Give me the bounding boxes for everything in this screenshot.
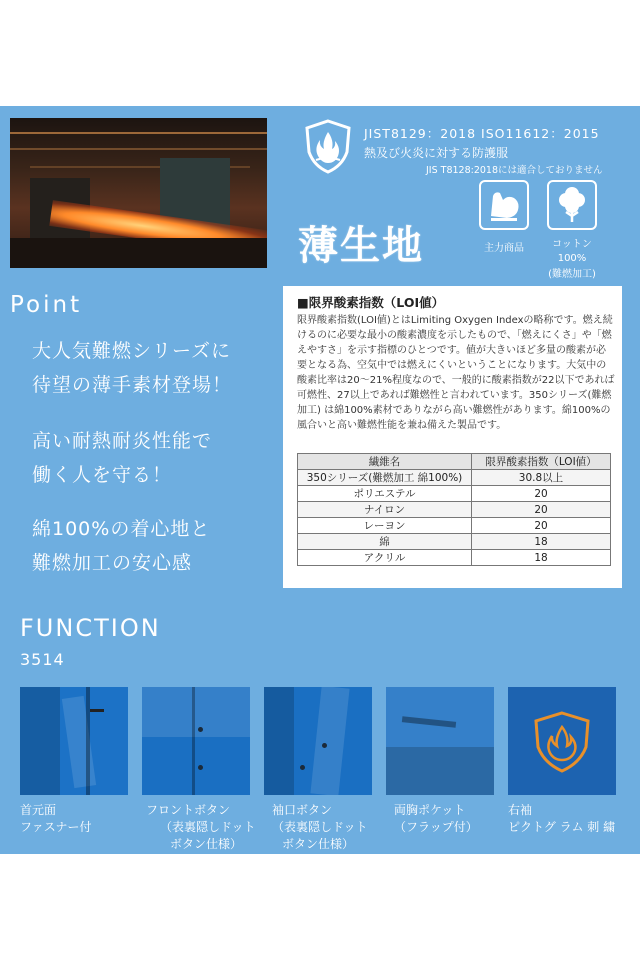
caption-line: ボタン仕様） <box>170 837 243 851</box>
loi-value: 18 <box>472 550 611 566</box>
flame-emblem-icon <box>508 687 616 795</box>
caption-line: 袖口ボタン <box>272 803 333 817</box>
factory-photo <box>10 118 267 268</box>
certification-description: 熱及び火炎に対する防護服 <box>364 146 509 160</box>
table-row <box>298 486 611 502</box>
cuff-button-photo <box>264 687 372 795</box>
caption-sleeve-emblem <box>508 802 615 836</box>
product-code: 3514 <box>20 650 65 669</box>
feature-label-main: 主力商品 <box>484 243 524 254</box>
loi-value: 20 <box>472 518 611 534</box>
loi-description: 限界酸素指数(LOI値)とはLimiting Oxygen Indexの略称です。燃え続けるのに必要な最小の酸素濃度を示したもので、「燃えにくさ」や「燃えやすさ」を示す指標のひとつです。値が大きいほど多量の酸素が必要となる為、空気中では燃えにくいということになります。大気中の酸素比率は20～21%程度なので、一般的に酸素指数が22以下であれば可燃性、27以上であれば難燃性と言われています。350シリーズ(難燃加工) は綿100%素材でありながら高い難燃性があります。綿100%の風合いと高い難燃性能を兼ね備えた製品です。 <box>297 315 615 431</box>
chest-pocket-photo <box>386 687 494 795</box>
loi-value: 20 <box>472 502 611 518</box>
caption-line: （フラップ付） <box>394 820 478 834</box>
fiber-name: 綿 <box>298 534 472 550</box>
caption-line: 首元面 <box>20 803 57 817</box>
loi-value: 20 <box>472 486 611 502</box>
table-row <box>298 502 611 518</box>
caption-front-button <box>146 802 256 853</box>
arm-muscle-icon <box>479 180 529 230</box>
caption-line: （表裏隠しドット <box>272 820 368 834</box>
point-title: Point <box>10 292 83 318</box>
fiber-name: レーヨン <box>298 518 472 534</box>
caption-line: ピクトグ ラム 刺 繍 <box>508 820 616 834</box>
table-header-row <box>298 454 611 470</box>
cotton-icon <box>547 180 597 230</box>
point-line: 待望の薄手素材登場！ <box>32 374 233 396</box>
caption-line: 右袖 <box>508 803 533 817</box>
certification-note: JIS T8128:2018には適合しておりません <box>426 165 603 176</box>
caption-collar <box>20 802 92 836</box>
fiber-name: ポリエステル <box>298 486 472 502</box>
table-header: 限界酸素指数（LOI値） <box>472 454 611 470</box>
caption-line: フロントボタン <box>146 803 231 817</box>
table-row <box>298 518 611 534</box>
cotton-label-line: 100% <box>557 253 587 264</box>
front-button-photo <box>142 687 250 795</box>
point-line: 綿100%の着心地と <box>32 518 211 540</box>
caption-line: （表裏隠しドット <box>160 820 256 834</box>
caption-cuff-button <box>272 802 368 853</box>
caption-line: ファスナー付 <box>20 820 92 834</box>
loi-table <box>297 453 611 566</box>
loi-value: 18 <box>472 534 611 550</box>
caption-line: 両胸ポケット <box>394 803 466 817</box>
function-title: FUNCTION <box>20 614 161 642</box>
table-header: 繊維名 <box>298 454 472 470</box>
point-line: 高い耐熱耐炎性能で <box>32 430 213 452</box>
table-row <box>298 550 611 566</box>
fabric-label: 薄生地 <box>298 222 424 269</box>
cotton-label-line: コットン <box>552 239 592 250</box>
loi-heading: ■限界酸素指数（LOI値） <box>297 295 445 310</box>
caption-line: ボタン仕様） <box>282 837 355 851</box>
fiber-name: 350シリーズ(難燃加工 綿100%) <box>298 470 472 486</box>
point-line: 働く人を守る！ <box>32 464 173 486</box>
fiber-name: アクリル <box>298 550 472 566</box>
certification-standards: JIST8129：2018 ISO11612：2015 <box>364 126 600 141</box>
loi-value: 30.8以上 <box>472 470 611 486</box>
point-line: 大人気難燃シリーズに <box>32 340 232 362</box>
point-line: 難燃加工の安心感 <box>32 552 193 574</box>
sleeve-emblem-photo <box>508 687 616 795</box>
feature-label-cotton <box>540 238 604 282</box>
caption-chest-pocket <box>394 802 478 836</box>
cotton-label-line: (難燃加工) <box>548 269 596 280</box>
table-row <box>298 470 611 486</box>
table-row <box>298 534 611 550</box>
fiber-name: ナイロン <box>298 502 472 518</box>
collar-zipper-photo <box>20 687 128 795</box>
flame-shield-icon <box>302 118 354 174</box>
